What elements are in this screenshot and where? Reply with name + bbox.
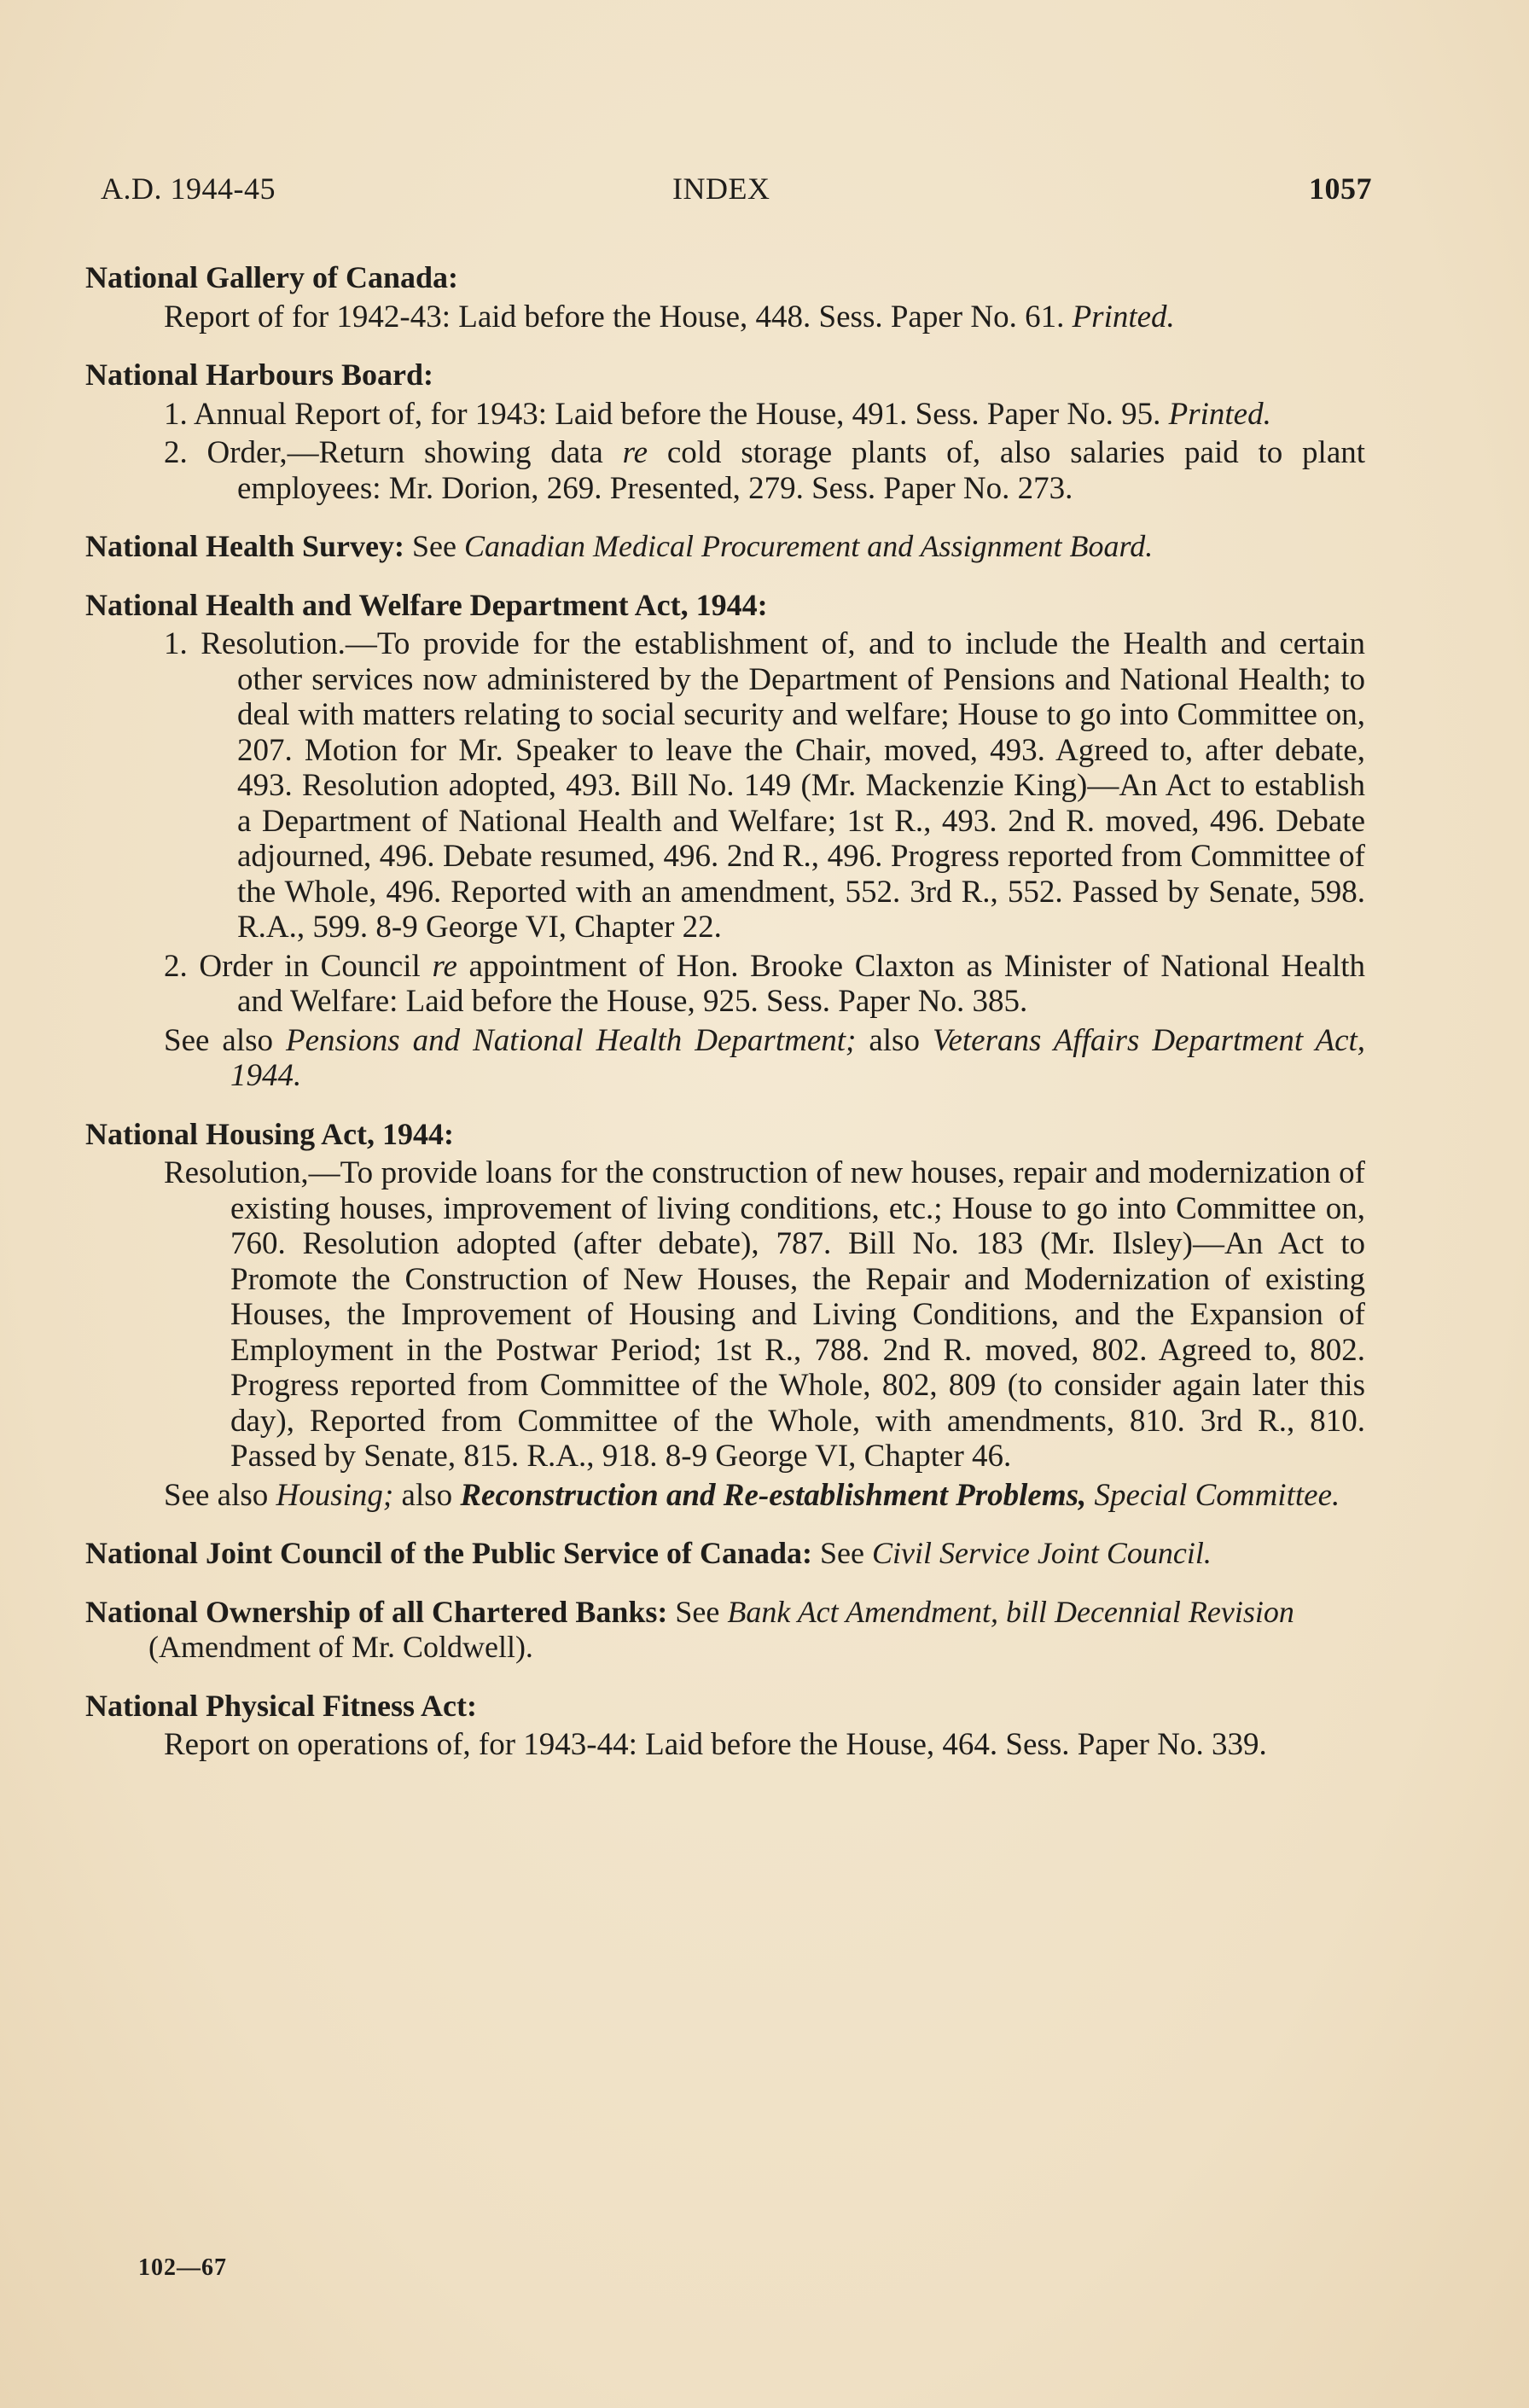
entry-item bbox=[85, 1727, 1365, 1763]
entry-item bbox=[85, 949, 1365, 1020]
year-header: A.D. 1944-45 bbox=[101, 172, 276, 206]
item-italic: re bbox=[432, 948, 457, 984]
see-label: also bbox=[401, 1477, 453, 1513]
item-text: Report on operations of, for 1943-44: Laid before the House, 464. Sess. Paper No. 339. bbox=[164, 1727, 1267, 1762]
item-text: appointment of Hon. Brooke Claxton as Minister of National Health and Welfare: Laid before the House, 925. Sess. Paper No. 385. bbox=[237, 948, 1366, 1019]
item-text: 2. Order in Council bbox=[164, 948, 421, 984]
index-entry bbox=[85, 1536, 1365, 1572]
entry-item bbox=[85, 626, 1365, 945]
item-italic: Printed. bbox=[1072, 299, 1175, 334]
see-label: See bbox=[820, 1536, 864, 1570]
entry-heading: National Housing Act, 1944: bbox=[85, 1116, 455, 1151]
see-also bbox=[85, 1478, 1365, 1514]
item-text: cold storage plants of, also salaries paid to plant employees: Mr. Dorion, 269. Presented, 279. Sess. Paper No. 273. bbox=[237, 435, 1366, 506]
index-header: INDEX bbox=[672, 172, 770, 206]
entry-heading bbox=[85, 529, 1365, 565]
cross-reference: Special Committee. bbox=[1094, 1477, 1340, 1513]
index-entry bbox=[85, 1595, 1365, 1666]
cross-reference: Veterans Affairs Department Act, 1944. bbox=[230, 1022, 1366, 1093]
cross-reference: Civil Service Joint Council. bbox=[871, 1536, 1212, 1570]
cross-reference: Pensions and National Health Department; bbox=[286, 1022, 857, 1058]
item-text: 1. Resolution.—To provide for the establishment of, and to include the Health and certain other services now administered by the Department of Pensions and National Health; to deal with matters relating to social security and welfare; House to go into Committee on, 207. Motion for Mr. Speaker to leave the Chair, moved, 493. Agreed to, after debate, 493. Resolution adopted, 493. Bill No. 149 (Mr. Mackenzie King)—An Act to establish a Department of National Health and Welfare; 1st R., 493. 2nd R. moved, 496. Debate adjourned, 496. Debate resumed, 496. 2nd R., 496. Progress reported from Committee of the Whole, 496. Reported with an amendment, 552. 3rd R., 552. Passed by Senate, 598. R.A., 599. 8-9 George VI, Chapter 22. bbox=[164, 626, 1365, 945]
entry-item bbox=[85, 397, 1365, 433]
heading-title: National Joint Council of the Public Service of Canada: bbox=[85, 1536, 812, 1570]
page-number: 1057 bbox=[1309, 172, 1372, 206]
heading-title: National Health Survey: bbox=[85, 529, 404, 563]
running-head bbox=[101, 171, 1372, 213]
index-entry bbox=[85, 358, 1365, 506]
reference-note: (Amendment of Mr. Coldwell). bbox=[148, 1630, 533, 1664]
see-label: See also bbox=[164, 1477, 269, 1513]
see-label: See also bbox=[164, 1022, 274, 1058]
cross-reference: Housing; bbox=[276, 1477, 394, 1513]
printer-signature: 102—67 bbox=[138, 2254, 227, 2281]
item-text: Report of for 1942-43: Laid before the House, 448. Sess. Paper No. 61. bbox=[164, 299, 1065, 334]
entry-heading bbox=[85, 1595, 1365, 1666]
item-text: 1. Annual Report of, for 1943: Laid before the House, 491. Sess. Paper No. 95. bbox=[164, 396, 1161, 432]
item-text: Resolution,—To provide loans for the construction of new houses, repair and modernization of existing houses, improvement of living conditions, etc.; House to go into Committee on, 760. Resolution adopted (after debate), 787. Bill No. 183 (Mr. Ilsley)—An Act to Promote the Construction of New Houses, the Repair and Modernization of existing Houses, the Improvement of Housing and Living Conditions, and the Expansion of Employment in the Postwar Period; 1st R., 788. 2nd R. moved, 802. Agreed to, 802. Progress reported from Committee of the Whole, 802, 809 (to consider again later this day), Reported from Committee of the Whole, with amendments, 810. 3rd R., 810. Passed by Senate, 815. R.A., 918. 8-9 George VI, Chapter 46. bbox=[164, 1155, 1365, 1474]
item-text: 2. Order,—Return showing data bbox=[164, 435, 603, 470]
item-italic: Printed. bbox=[1168, 396, 1271, 432]
entry-item bbox=[85, 1155, 1365, 1474]
see-label: See bbox=[412, 529, 456, 563]
index-entry bbox=[85, 588, 1365, 1094]
see-label: also bbox=[869, 1022, 920, 1058]
cross-reference: Bank Act Amendment, bill bbox=[727, 1594, 1047, 1629]
entry-item bbox=[85, 435, 1365, 506]
index-entry bbox=[85, 1117, 1365, 1514]
entry-heading: National Physical Fitness Act: bbox=[85, 1688, 477, 1723]
cross-reference: Decennial Revision bbox=[1054, 1594, 1294, 1629]
entry-heading: National Harbours Board: bbox=[85, 358, 434, 392]
index-content bbox=[85, 260, 1365, 1786]
item-italic: re bbox=[622, 435, 648, 470]
index-entry bbox=[85, 260, 1365, 334]
see-also bbox=[85, 1023, 1365, 1094]
cross-reference: Reconstruction and Re-establishment Problems, bbox=[460, 1477, 1087, 1513]
index-entry bbox=[85, 529, 1365, 565]
entry-heading bbox=[85, 1536, 1365, 1572]
see-label: See bbox=[675, 1594, 720, 1629]
index-entry bbox=[85, 1689, 1365, 1763]
entry-heading: National Gallery of Canada: bbox=[85, 260, 458, 294]
cross-reference: Canadian Medical Procurement and Assignment Board. bbox=[463, 529, 1154, 563]
entry-item bbox=[85, 300, 1365, 335]
entry-heading: National Health and Welfare Department Act, 1944: bbox=[85, 587, 768, 622]
heading-title: National Ownership of all Chartered Banks: bbox=[85, 1594, 668, 1629]
